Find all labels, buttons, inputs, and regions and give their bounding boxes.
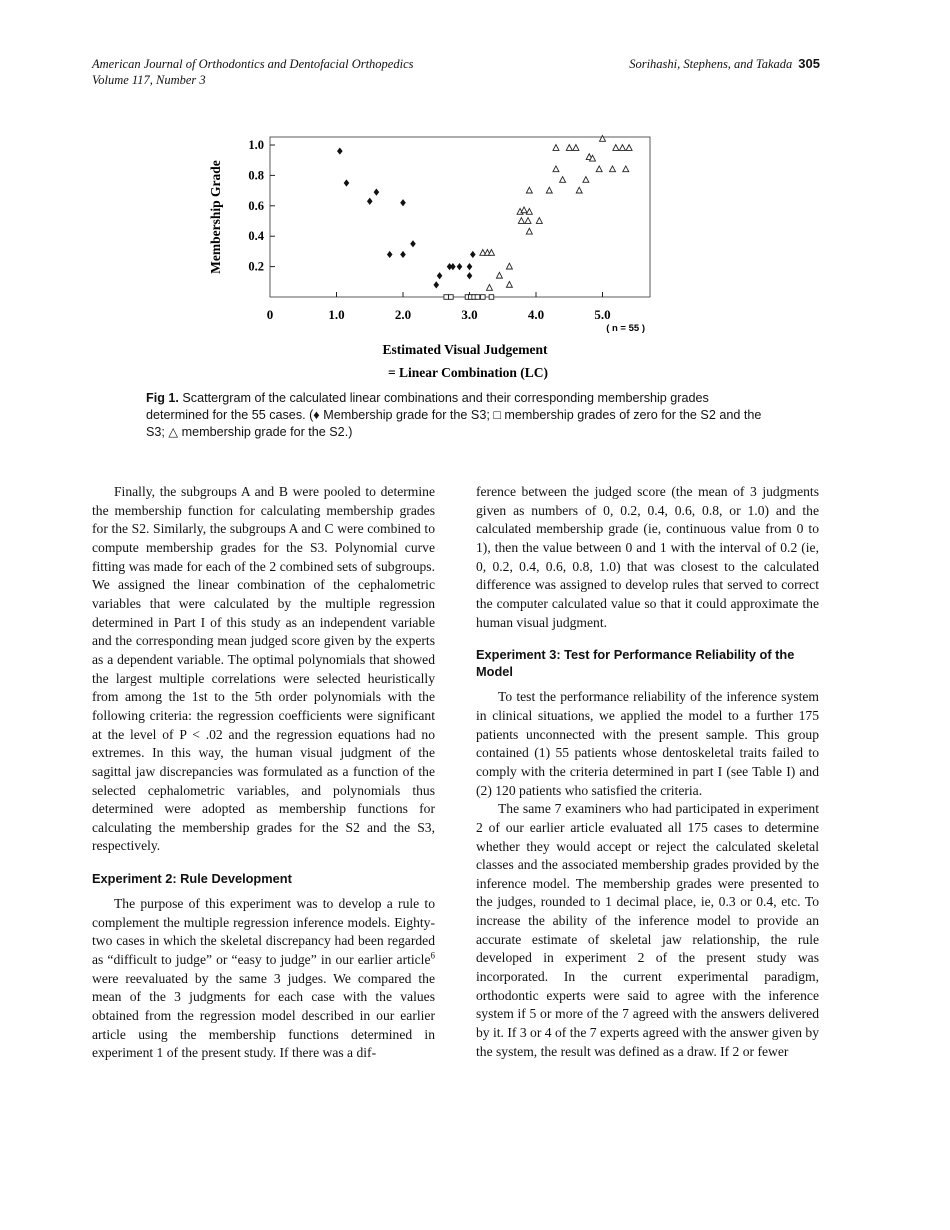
data-point-diamond [467, 263, 473, 270]
y-tick-label: 0.8 [248, 168, 264, 183]
caption-label: Fig 1. [146, 391, 179, 405]
data-point-triangle [506, 263, 512, 269]
journal-title: American Journal of Orthodontics and Dentofacial Orthopedics [92, 57, 414, 71]
sample-size-label: ( n = 55 ) [606, 323, 645, 334]
data-point-triangle [506, 281, 512, 287]
data-point-square [489, 295, 494, 300]
data-point-diamond [457, 263, 463, 270]
data-point-diamond [400, 199, 406, 206]
data-point-triangle [583, 177, 589, 183]
data-point-diamond [374, 189, 380, 196]
data-point-diamond [367, 198, 373, 205]
data-point-triangle [553, 166, 559, 172]
y-tick-label: 1.0 [248, 138, 264, 152]
right-column [476, 483, 819, 1061]
x-tick-label: 2.0 [394, 307, 412, 322]
data-point-triangle [486, 284, 492, 290]
data-point-triangle [609, 166, 615, 172]
reference-superscript: 6 [430, 950, 435, 961]
figure-caption [146, 390, 771, 441]
data-point-triangle [613, 145, 619, 151]
x-axis-label: Estimated Visual Judgement [382, 342, 548, 357]
y-tick-label: 0.4 [248, 229, 264, 244]
x-tick-label: 1.0 [328, 307, 345, 322]
data-point-triangle [600, 136, 606, 142]
data-point-diamond [433, 281, 439, 288]
section-heading-experiment-2: Experiment 2: Rule Development [92, 871, 292, 887]
left-column [92, 483, 435, 1063]
data-point-diamond [467, 272, 473, 279]
data-point-triangle [573, 145, 579, 151]
data-point-triangle [546, 187, 552, 193]
x-tick-label: 4.0 [527, 307, 545, 322]
data-point-diamond [437, 272, 443, 279]
header-authors: Sorihashi, Stephens, and Takada [629, 57, 793, 71]
page-number: 305 [798, 56, 820, 71]
paragraph-text: were reevaluated by the same 3 judges. We compared the mean of the 3 judgments for each case with the values obtained from the regression model described in our earlier article using the membership functions determined in experiment 1 of the present study. If there was a dif- [92, 970, 435, 1061]
data-point-triangle [526, 187, 532, 193]
data-point-triangle [521, 207, 527, 213]
scatter-chart [200, 125, 670, 385]
data-point-triangle [536, 218, 542, 224]
data-point-triangle [496, 272, 502, 278]
data-point-diamond [450, 263, 456, 270]
running-header-left [92, 56, 414, 88]
data-point-diamond [344, 179, 350, 186]
data-point-diamond [387, 251, 393, 258]
data-point-triangle [623, 166, 629, 172]
paragraph: The same 7 examiners who had participated in experiment 2 of our earlier article evaluated all 175 cases to determine whether they would accept or reject the calculated skeletal classes and the associated membership grades provided by the inference model. The membership grades were presented to the judges, rounded to 1 decimal place, ie, 0.3 or 0.4, etc. To increase the ability of the inference model to provide an accurate estimate of skeletal jaw relationship, the rule developed in experiment 2 of the present study was incorporated. In the current experimental paradigm, orthodontic experts were said to agree with the inference system if 5 or more of the 7 agreed with the answers delivered by it. If 3 or 4 of the 7 experts agreed with the answer given by the system, the result was defined as a draw. If 2 or fewer [476, 801, 819, 1059]
x-tick-label: 0 [266, 307, 274, 322]
x-tick-label: 5.0 [594, 307, 611, 322]
data-point-square [449, 295, 454, 300]
data-point-diamond [470, 251, 476, 258]
data-point-triangle [626, 145, 632, 151]
data-point-triangle [560, 177, 566, 183]
section-heading-experiment-3: Experiment 3: Test for Performance Reliability of the Model [476, 647, 795, 680]
data-point-triangle [596, 166, 602, 172]
data-point-square [481, 295, 486, 300]
data-point-diamond [337, 147, 343, 154]
data-point-triangle [619, 145, 625, 151]
y-tick-label: 0.2 [248, 259, 264, 274]
data-point-square [444, 295, 449, 300]
data-point-triangle [553, 145, 559, 151]
data-point-square [475, 295, 480, 300]
running-header-right [629, 56, 820, 72]
figure-1-scatterplot [200, 125, 670, 385]
paragraph: Finally, the subgroups A and B were pooled to determine the membership function for calculating membership grades for the S2. Similarly, the subgroups A and C were combined to compute membership grades for the S3. Polynomial curve fitting was made for each of the 2 combined sets of subgroups. We assigned the linear combination of the cephalometric variables that were calculated by the multiple regression determined in Part I of this study as an independent variable and the corresponding mean judged score given by the experts as a dependent variable. The optimal polynomials that showed the largest multiple correlations were selected heuristically from among the 1st to the 5th order polynomials with the following criteria: the regression coefficients were significant at the level of P < .02 and the regression equations had no extremes. In this way, the human visual judgment of the sagittal jaw discrepancies was formulated as a function of the selected cephalometric variables, and polynomials thus determined were adopted as membership functions for calculating the membership grades for the S2 and the S3, respectively. [92, 484, 435, 854]
paragraph-text: The purpose of this experiment was to develop a rule to complement the multiple regression inference models. Eighty-two cases in which the skeletal discrepancy had been regarded as “difficult to judge” or “easy to judge” in our earlier article [92, 896, 435, 968]
journal-volume: Volume 117, Number 3 [92, 73, 206, 87]
data-point-diamond [400, 251, 406, 258]
x-tick-label: 3.0 [461, 307, 478, 322]
data-point-triangle [526, 208, 532, 214]
data-point-triangle [576, 187, 582, 193]
paragraph: ference between the judged score (the mean of 3 judgments given as numbers of 0, 0.2, 0.4, 0.6, 0.8, or 1.0) and the calculated membership grade (ie, continuous value from 0 to 1), then the value between 0 and 1 with the interval of 0.2 (ie, 0, 0.2, 0.4, 0.6, 0.8, 1.0) that was closest to the calculated difference was assigned to develop rules that served to correct the computer calculated value so that it could approximate the human visual judgment. [476, 484, 819, 630]
data-point-triangle [526, 228, 532, 234]
paragraph [92, 895, 435, 1063]
caption-text: Scattergram of the calculated linear combinations and their corresponding membership grades determined for the 55 cases. (♦ Membership grade for the S3; □ membership grades of zero for the S2 and the S3; △ membership grade for the S2.) [146, 391, 762, 439]
y-tick-label: 0.6 [248, 198, 264, 213]
y-axis-label: Membership Grade [208, 160, 223, 274]
data-point-triangle [566, 145, 572, 151]
data-point-triangle [525, 218, 531, 224]
data-point-diamond [410, 240, 416, 247]
data-point-triangle [518, 218, 524, 224]
x-axis-label-line-2: = Linear Combination (LC) [387, 365, 549, 380]
paragraph: To test the performance reliability of the inference system in clinical situations, we applied the model to a further 175 patients unconnected with the present sample. This group contained (1) 55 patients whose dentoskeletal traits failed to comply with the criteria determined in part I (see Table I) and (2) 120 patients who satisfied the criteria. [476, 689, 819, 798]
